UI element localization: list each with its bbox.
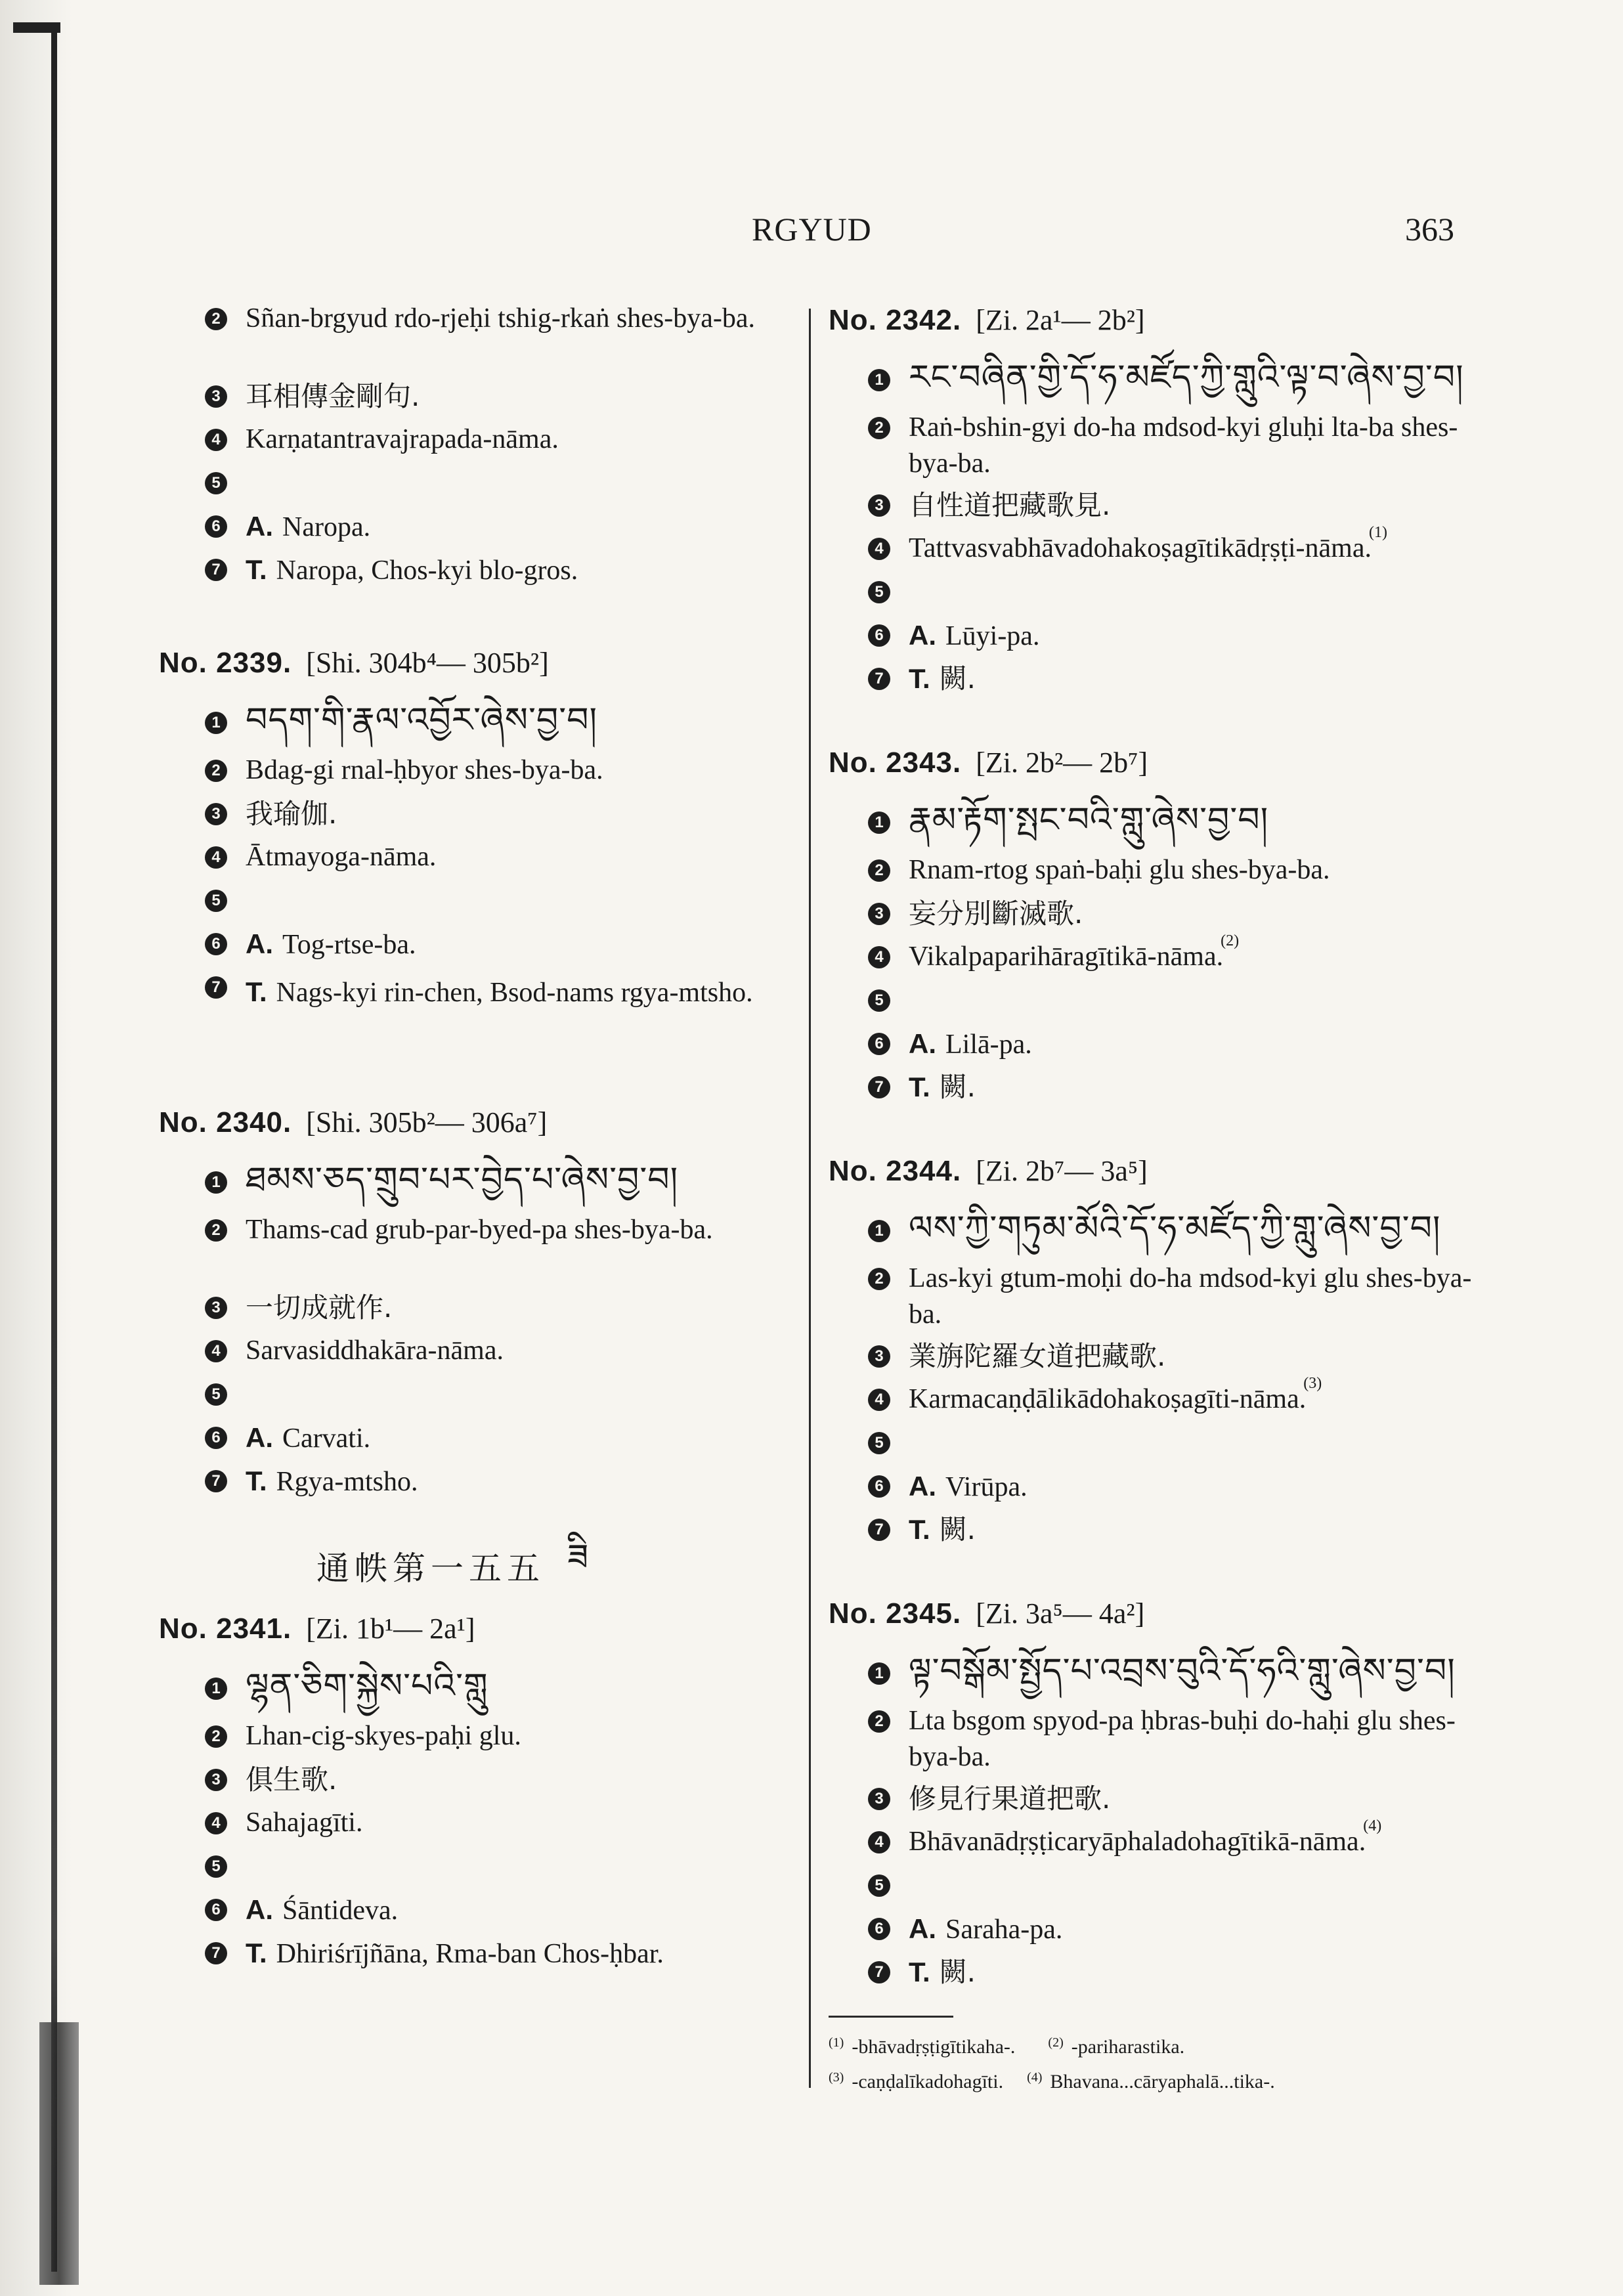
chinese-title: 一切成就作.: [246, 1291, 393, 1324]
entry-row: [205, 752, 796, 796]
author-label: A.: [246, 511, 273, 542]
romanized-title: Lta bsgom spyod-pa ḥbras-buḥi do-haḥi glu shes-bya-ba.: [909, 1706, 1456, 1772]
romanized-title: Las-kyi gtum-moḥi do-ha mdsod-kyi glu shes-bya-ba.: [909, 1263, 1472, 1330]
entry-row: [205, 697, 796, 752]
chinese-title: 俱生歌.: [246, 1764, 337, 1796]
tibetan-title: ལྟ་བསྒོམ་སྤྱོད་པ་འབྲས་བུའི་དོ་ཧའི་གླུ་ཞེས་བྱ་བ།: [909, 1651, 1456, 1691]
row-number-badge: 5: [868, 989, 890, 1012]
author-name: Virūpa.: [945, 1472, 1028, 1502]
sanskrit-title: Karṇatantravajrapada-nāma.: [246, 424, 559, 454]
author-label: A.: [246, 928, 273, 959]
row-number-badge: 6: [205, 1427, 227, 1449]
row-number-badge: 4: [868, 1831, 890, 1853]
romanized-title: Sñan-brgyud rdo-rjeḥi tshig-rkaṅ shes-bya-ba.: [246, 303, 756, 334]
entry-row: [205, 1805, 796, 1848]
row-number-badge: 3: [205, 1297, 227, 1319]
entry-row: [205, 422, 796, 465]
row-number-badge: 4: [205, 429, 227, 451]
entry-row: [205, 1419, 796, 1463]
entry-row: [205, 1762, 796, 1805]
entry-2338-continued: [165, 301, 796, 595]
row-number-badge: 3: [205, 1769, 227, 1791]
sanskrit-title: Sarvasiddhakāra-nāma.: [246, 1335, 504, 1366]
row-number-badge: 4: [868, 1389, 890, 1411]
entry-row: [868, 1867, 1472, 1911]
footnote-text: -bhāvadṛṣṭigītikaha-.: [852, 2036, 1016, 2058]
entry-row: [868, 410, 1472, 487]
tibetan-title: ཐམས་ཅད་གྲུབ་པར་བྱེད་པ་ཞེས་བྱ་བ།: [246, 1160, 679, 1200]
footnote-line: [829, 2066, 1472, 2100]
entry-heading: [829, 301, 1472, 340]
sanskrit-title: Sahajagīti.: [246, 1808, 363, 1838]
entry-row: [205, 1333, 796, 1376]
entry-row: [205, 465, 796, 508]
entry-2339: [159, 643, 796, 1054]
entry-row: [868, 574, 1472, 617]
entry-heading: [159, 1609, 796, 1649]
folio-location: [Shi. 305b²— 306a⁷]: [306, 1106, 548, 1138]
sanskrit-title: Ātmayoga-nāma.: [246, 842, 437, 872]
entry-2340: [159, 1103, 796, 1506]
translator-name: 闕.: [939, 662, 976, 695]
romanized-title: Bdag-gi rnal-ḥbyor shes-bya-ba.: [246, 755, 603, 785]
row-number-badge: 1: [205, 1171, 227, 1194]
entry-row: [868, 1375, 1472, 1425]
entry-number: No. 2342.: [829, 304, 962, 336]
chinese-title: 耳相傳金剛句.: [246, 380, 420, 412]
author-label: A.: [909, 1028, 936, 1059]
author-label: A.: [909, 1913, 936, 1944]
entry-row: [868, 617, 1472, 661]
page-number: 363: [1405, 211, 1454, 248]
entry-row: [205, 1892, 796, 1935]
romanized-title: Thams-cad grub-par-byed-pa shes-bya-ba.: [246, 1215, 713, 1245]
folio-location: [Zi. 2a¹— 2b²]: [976, 304, 1145, 336]
entry-row: [205, 1935, 796, 1978]
entry-heading: [159, 643, 796, 683]
romanized-title: Rnam-rtog spaṅ-baḥi glu shes-bya-ba.: [909, 855, 1330, 885]
folio-location: [Shi. 304b⁴— 305b²]: [306, 647, 549, 679]
entry-row: [868, 1954, 1472, 1997]
entry-row: [868, 1338, 1472, 1381]
translator-name: Nags-kyi rin-chen, Bsod-nams rgya-mtsho.: [276, 978, 753, 1008]
entry-row: [868, 1425, 1472, 1468]
row-number-badge: 1: [868, 369, 890, 391]
entry-row: [205, 882, 796, 926]
row-number-badge: 5: [205, 1383, 227, 1406]
row-number-badge: 7: [868, 1519, 890, 1541]
row-number-badge: 2: [205, 1219, 227, 1242]
author-name: Carvati.: [282, 1423, 371, 1454]
row-number-badge: 1: [868, 812, 890, 834]
row-number-badge: 7: [205, 1942, 227, 1964]
translator-label: T.: [246, 554, 267, 585]
translator-name: 闕.: [939, 1956, 976, 1988]
entry-row: [205, 552, 796, 595]
entry-row: [868, 524, 1472, 574]
row-number-badge: 4: [868, 538, 890, 560]
entry-row: [868, 1468, 1472, 1511]
entry-row: [868, 1069, 1472, 1112]
entry-heading: [159, 1103, 796, 1142]
row-number-badge: 3: [205, 803, 227, 825]
section-heading-text: 通帙第一五五: [316, 1549, 545, 1588]
row-number-badge: 2: [868, 1710, 890, 1733]
entry-row: [205, 1718, 796, 1762]
entry-2344: [829, 1152, 1472, 1555]
entry-2343: [829, 743, 1472, 1112]
footnote-reference: (2): [1221, 932, 1240, 949]
entry-number: No. 2340.: [159, 1106, 292, 1138]
row-number-badge: 5: [868, 581, 890, 603]
entry-row: [868, 852, 1472, 896]
entry-row: [868, 1026, 1472, 1069]
row-number-badge: 7: [868, 1076, 890, 1098]
section-heading: [316, 1536, 796, 1595]
entry-row: [868, 1511, 1472, 1555]
row-number-badge: 7: [868, 1961, 890, 1983]
row-number-badge: 3: [868, 494, 890, 517]
entry-row: [868, 1703, 1472, 1781]
row-number-badge: 6: [205, 1899, 227, 1921]
author-name: Tog-rtse-ba.: [282, 930, 416, 960]
footnote-mark: (4): [1027, 2070, 1043, 2085]
folio-location: [Zi. 1b¹— 2a¹]: [306, 1613, 475, 1645]
left-column: [159, 301, 796, 1978]
entry-row: [868, 1817, 1472, 1867]
row-number-badge: 4: [205, 1812, 227, 1834]
footnote-reference: (4): [1363, 1817, 1382, 1834]
row-number-badge: 5: [205, 1855, 227, 1878]
tibetan-title: བདག་གི་རྣལ་འབྱོར་ཞེས་བྱ་བ།: [246, 701, 598, 740]
entry-row: [205, 1848, 796, 1892]
entry-number: No. 2341.: [159, 1613, 292, 1645]
binding-line: [51, 26, 57, 2272]
chinese-title: 自性道把藏歌見.: [909, 489, 1111, 521]
entry-row: [205, 508, 796, 552]
translator-label: T.: [246, 1465, 267, 1496]
translator-name: Naropa, Chos-kyi blo-gros.: [276, 555, 578, 586]
author-name: Śāntideva.: [282, 1895, 399, 1926]
tibetan-title: རྣམ་རྟོག་སྤང་བའི་གླུ་ཞེས་བྱ་བ།: [909, 800, 1269, 840]
entry-row: [868, 896, 1472, 939]
entry-heading: [829, 1152, 1472, 1191]
row-number-badge: 4: [868, 946, 890, 968]
chinese-title: 我瑜伽.: [246, 798, 337, 830]
entry-row: [205, 301, 796, 378]
author-name: Lūyi-pa.: [945, 621, 1040, 651]
author-label: A.: [246, 1422, 273, 1453]
row-number-badge: 6: [868, 624, 890, 647]
entry-row: [868, 1648, 1472, 1703]
row-number-badge: 4: [205, 846, 227, 869]
translator-label: T.: [246, 1938, 267, 1968]
romanized-title: Lhan-cig-skyes-paḥi glu.: [246, 1721, 521, 1751]
binding-foot: [39, 2022, 79, 2285]
translator-name: Rgya-mtsho.: [276, 1467, 418, 1497]
row-number-badge: 7: [868, 668, 890, 690]
footnotes: [829, 2031, 1472, 2100]
translator-label: T.: [246, 976, 267, 1007]
footnote-reference: (3): [1303, 1375, 1322, 1392]
entry-row: [205, 1376, 796, 1419]
entry-number: No. 2343.: [829, 747, 962, 779]
entry-number: No. 2345.: [829, 1597, 962, 1630]
entry-row: [205, 1212, 796, 1289]
right-column: [829, 301, 1472, 2100]
entry-row: [205, 378, 796, 422]
row-number-badge: 3: [868, 1345, 890, 1368]
author-name: Naropa.: [282, 512, 371, 542]
row-number-badge: 1: [205, 712, 227, 734]
row-number-badge: 5: [868, 1432, 890, 1454]
section-heading-tibetan: ཟི: [567, 1536, 594, 1578]
row-number-badge: 7: [205, 1470, 227, 1492]
sanskrit-title: Vikalpaparihāragītikā-nāma.: [909, 942, 1224, 972]
entry-2341: [159, 1609, 796, 1978]
row-number-badge: 5: [868, 1874, 890, 1897]
translator-label: T.: [909, 1957, 930, 1987]
sanskrit-title: Karmacaṇḍālikādohakoṣagīti-nāma.: [909, 1384, 1307, 1414]
author-label: A.: [909, 620, 936, 651]
entry-row: [868, 932, 1472, 982]
author-label: A.: [909, 1471, 936, 1502]
row-number-badge: 2: [868, 1268, 890, 1290]
translator-name: 闕.: [939, 1071, 976, 1103]
row-number-badge: 1: [868, 1662, 890, 1685]
author-name: Lilā-pa.: [945, 1029, 1032, 1060]
row-number-badge: 7: [205, 976, 227, 999]
author-label: A.: [246, 1894, 273, 1925]
entry-row: [205, 926, 796, 969]
row-number-badge: 5: [205, 890, 227, 912]
entry-row: [868, 1261, 1472, 1338]
tibetan-title: ལྷན་ཅིག་སྐྱེས་པའི་གླུ: [246, 1666, 488, 1706]
footnote-text: Bhavana...cāryaphalā...tika-.: [1050, 2071, 1275, 2092]
footnote-mark: (2): [1048, 2035, 1064, 2050]
entry-heading: [829, 743, 1472, 783]
row-number-badge: 2: [868, 859, 890, 882]
entry-row: [205, 839, 796, 882]
entry-row: [205, 1463, 796, 1506]
running-head: RGYUD: [752, 211, 872, 248]
sanskrit-title: Tattvasvabhāvadohakoṣagītikādṛṣṭi-nāma.: [909, 533, 1372, 563]
entry-row: [868, 355, 1472, 410]
entry-row: [205, 969, 796, 1054]
romanized-title: Raṅ-bshin-gyi do-ha mdsod-kyi gluḥi lta-ba shes-bya-ba.: [909, 412, 1458, 479]
row-number-badge: 1: [868, 1220, 890, 1242]
footnote-line: [829, 2031, 1472, 2066]
row-number-badge: 6: [205, 515, 227, 538]
chinese-title: 妄分別斷滅歌.: [909, 898, 1083, 930]
chinese-title: 業旃陀羅女道把藏歌.: [909, 1340, 1166, 1372]
translator-label: T.: [909, 1072, 930, 1102]
column-divider: [809, 309, 811, 2088]
row-number-badge: 6: [868, 1918, 890, 1940]
row-number-badge: 6: [868, 1033, 890, 1055]
tibetan-title: ལས་ཀྱི་གཏུམ་མོའི་དོ་ཧ་མཛོད་ཀྱི་གླུ་ཞེས་བྱ་བ།: [909, 1209, 1441, 1248]
entry-heading: [829, 1594, 1472, 1634]
folio-location: [Zi. 2b²— 2b⁷]: [976, 747, 1148, 779]
row-number-badge: 2: [205, 760, 227, 782]
translator-label: T.: [909, 663, 930, 694]
footnote-reference: (1): [1369, 524, 1387, 541]
entry-row: [868, 1205, 1472, 1261]
row-number-badge: 2: [205, 308, 227, 330]
folio-location: [Zi. 2b⁷— 3a⁵]: [976, 1155, 1148, 1187]
row-number-badge: 1: [205, 1678, 227, 1700]
footnote-text: -pariharastika.: [1071, 2036, 1185, 2058]
folio-location: [Zi. 3a⁵— 4a²]: [976, 1597, 1145, 1630]
author-name: Saraha-pa.: [945, 1915, 1063, 1945]
row-number-badge: 6: [868, 1475, 890, 1498]
entry-row: [868, 982, 1472, 1026]
row-number-badge: 4: [205, 1340, 227, 1362]
entry-row: [205, 1663, 796, 1718]
footnote-mark: (3): [829, 2070, 844, 2085]
row-number-badge: 3: [868, 1788, 890, 1810]
entry-number: No. 2339.: [159, 647, 292, 679]
footnote-rule: [829, 2016, 953, 2018]
row-number-badge: 3: [205, 385, 227, 408]
entry-row: [205, 1289, 796, 1333]
translator-name: 闕.: [939, 1513, 976, 1546]
translator-label: T.: [909, 1514, 930, 1545]
entry-row: [205, 796, 796, 839]
entry-2342: [829, 301, 1472, 704]
chinese-title: 修見行果道把歌.: [909, 1783, 1111, 1815]
entry-row: [205, 1157, 796, 1212]
entry-2345: [829, 1594, 1472, 1997]
footnote-mark: (1): [829, 2035, 844, 2050]
entry-number: No. 2344.: [829, 1155, 962, 1187]
entry-row: [868, 1911, 1472, 1954]
footnote-text: -caṇḍalīkadohagīti.: [852, 2071, 1004, 2092]
row-number-badge: 6: [205, 933, 227, 955]
scan-edge: [0, 0, 72, 2296]
row-number-badge: 5: [205, 472, 227, 494]
sanskrit-title: Bhāvanādṛṣṭicaryāphaladohagītikā-nāma.: [909, 1827, 1366, 1857]
row-number-badge: 7: [205, 559, 227, 581]
row-number-badge: 3: [868, 903, 890, 925]
tibetan-title: རང་བཞིན་གྱི་དོ་ཧ་མཛོད་ཀྱི་གླུའི་ལྟ་བ་ཞེས་བྱ་བ།: [909, 358, 1464, 397]
translator-name: Dhiriśrījñāna, Rma-ban Chos-ḥbar.: [276, 1939, 664, 1969]
entry-row: [868, 797, 1472, 852]
row-number-badge: 2: [205, 1725, 227, 1748]
row-number-badge: 2: [868, 417, 890, 439]
entry-row: [868, 661, 1472, 704]
